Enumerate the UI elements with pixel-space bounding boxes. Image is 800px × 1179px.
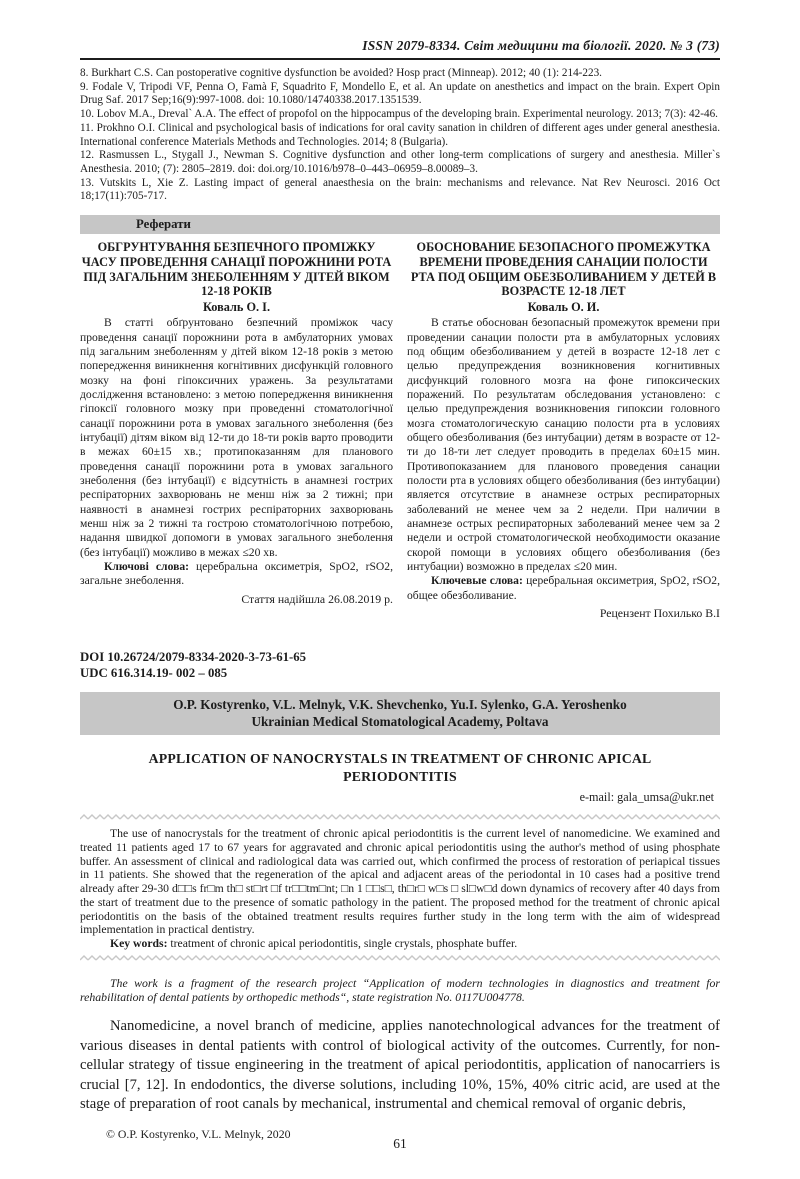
received-date-note: Стаття надійшла 26.08.2019 р.: [241, 591, 393, 606]
abstract-ukrainian: [80, 240, 393, 621]
page-number: 61: [393, 1136, 407, 1151]
abstracts-columns: [80, 240, 720, 621]
abstract-body-ru: В статье обоснован безопасный промежуток времени при проведении санации полости рта в амбулаторных условиях под общим обезболиванием у детей в возрасте 12-18 лет с целью предупреждения возникновения когнитивных дисфункций головного мозга на фоне гипоксических поражений. По результатам обследования установлено: с целью предупреждения возникновения гипоксии головного мозга стоматологическую санацию полости рта в условиях общего обезболивания (без интубации) детям в возрасте от 12-ти до 18-ти лет следует проводить в пределах 60±15 мин. Противопоказанием для планового проведения санации полости рта в условиях общего обезболивания (без интубации) является отсутствие в анамнезе острых респираторных заболеваний не менее чем за 2 недели. При наличии в анамнезе острых респираторных заболеваний менее чем за 2 недели и острой стоматологической необходимости оказание скорой помощи в условиях общего обезболивания (без интубации) возможно в пределах ≤20 мин.: [407, 316, 720, 574]
affiliation-line: Ukrainian Medical Stomatological Academy, Poltava: [251, 714, 549, 730]
keywords-label-ru: Ключевые слова:: [431, 574, 523, 588]
reference-item: 9. Fodale V, Tripodi VF, Penna O, Famà F, Squadrito F, Mondello E, et al. An update on anesthetics and impact on the brain. Expert Opin Drug Saf. 2017 Sep;16(9):997-1008. doi: 10.1080/14740338.2017.1351539.: [80, 80, 720, 107]
article-body-paragraph: Nanomedicine, a novel branch of medicine, applies nanotechnological advances for the treatment of various diseases in dental patients with control of biological activity of the outcomes. Currently, for non-cellular strategy of tissue engineering in the treatment of apical periodontitis, application of nanocarriers is crucial [7, 12]. In endodontics, the diverse solutions, including 10%, 15%, 40% citric acid, are used at the stage of preparation of root canals by mechanical, instrumental and chemical removal of organic debris,: [80, 1018, 720, 1113]
abstract-author-uk: Коваль О. І.: [202, 300, 271, 315]
abstract-body-uk: В статті обґрунтовано безпечний проміжок часу проведення санації порожнини рота в амбулаторних умовах під загальним знеболенням у дітей віком 12-18 років з метою попередження виникнення когнітивних дисфункцій головного мозку на фоні гіпоксичних уражень. За результатами дослідження встановлено: з метою попередження виникнення гіпоксії головного мозку при проведенні стоматологічної санації порожнини рота в умовах загального знеболення (без інтубації) дітям віком від 12-ти до 18-ти років варто проводити в межах 60±15 хв.; протипоказанням для планового проведення санації порожнини рота в умовах загального знеболення (без інтубації) є відсутність в анамнезі гострих респіраторних захворювань не менш ніж за 2 тижні; при наявності в анамнезі гострих респіраторних захворювань менш ніж за 2 тижні та гострою стоматологічною потребою, надання швидкої допомоги в умовах загального знеболення (без інтубації) можливо в межах ≤20 хв.: [80, 316, 393, 559]
reference-item: 13. Vutskits L, Xie Z. Lasting impact of general anaesthesia on the brain: mechanisms and relevance. Nat Rev Neurosci. 2016 Oct 18;17(11):705-717.: [80, 176, 720, 203]
references-list: [80, 67, 720, 204]
journal-page: [80, 0, 720, 1179]
keywords-label-en: Key words:: [110, 937, 168, 951]
research-project-note: The work is a fragment of the research project “Application of modern technologies in diagnostics and treatment for rehabilitation of dental patients by orthopedic methods“, state registration No. 0117U004778.: [80, 975, 720, 1005]
reference-item: 12. Rasmussen L., Stygall J., Newman S. Cognitive dysfunction and other long-term complications of surgery and anesthesia. Miller`s Anesthesia. 2010; (7): 2805–2819. doi: doi.org/10.1016/b978–0–443–06959–8.00089–3.: [80, 149, 720, 175]
article-identifiers: [80, 649, 720, 681]
keywords-label-uk: Ключові слова:: [104, 560, 189, 574]
keywords-text-uk: церебральна оксиметрія, SpO2, rSO2, загальне знеболення.: [80, 560, 393, 588]
abstract-title-ru: ОБОСНОВАНИЕ БЕЗОПАСНОГО ПРОМЕЖУТКА ВРЕМЕНИ ПРОВЕДЕНИЯ САНАЦИИ ПОЛОСТИ РТА ПОД ОБЩИМ ОБЕЗБОЛИВАНИЕМ У ДЕТЕЙ В ВОЗРАСТЕ 12-18 ЛЕТ: [410, 240, 717, 299]
section-header-referaty: [80, 215, 720, 234]
authors-line: O.P. Kostyrenko, V.L. Melnyk, V.K. Shevchenko, Yu.I. Sylenko, G.A. Yeroshenko: [173, 697, 627, 713]
reference-item: 8. Burkhart C.S. Can postoperative cognitive dysfunction be avoided? Hosp pract (Minneap). 2012; 40 (1): 214-223.: [80, 67, 602, 79]
zigzag-divider: [80, 954, 720, 962]
keywords-text-ru: церебральная оксиметрия, SpO2, rSO2, общее обезболивание.: [407, 574, 720, 602]
keywords-text-en: treatment of chronic apical periodontitis, single crystals, phosphate buffer.: [167, 937, 518, 951]
article-title: APPLICATION OF NANOCRYSTALS IN TREATMENT OF CHRONIC APICAL PERIODONTITIS: [148, 751, 652, 784]
english-keywords: [80, 937, 720, 951]
zigzag-divider: [80, 813, 720, 821]
authors-bar: [80, 692, 720, 735]
abstract-keywords-ru: [407, 574, 720, 603]
reference-item: 10. Lobov M.A., Dreval` A.A. The effect of propofol on the hippocampus of the developing brain. Experimental neurology. 2013; 7(3): 42-46.: [80, 108, 718, 121]
section-header-label: Реферати: [136, 217, 191, 232]
copyright-line: © O.P. Kostyrenko, V.L. Melnyk, 2020: [106, 1127, 291, 1141]
contact-email: e-mail: gala_umsa@ukr.net: [579, 790, 714, 805]
abstract-author-ru: Коваль О. И.: [527, 300, 600, 315]
journal-running-head: ISSN 2079-8334. Світ медицини та біології. 2020. № 3 (73): [80, 38, 720, 60]
abstract-title-uk: ОБГРУНТУВАННЯ БЕЗПЕЧНОГО ПРОМІЖКУ ЧАСУ ПРОВЕДЕННЯ САНАЦІЇ ПОРОЖНИНИ РОТА ПІД ЗАГАЛЬНИМ ЗНЕБОЛЕННЯМ У ДІТЕЙ ВІКОМ 12-18 РОКІВ: [81, 240, 392, 299]
reviewer-note: Рецензент Похилько В.І: [599, 606, 720, 621]
doi-line: DOI 10.26724/2079-8334-2020-3-73-61-65: [80, 650, 307, 665]
page-footer: [80, 1127, 720, 1179]
abstract-russian: [407, 240, 720, 621]
abstract-keywords-uk: [80, 560, 393, 589]
udc-line: UDC 616.314.19- 002 – 085: [80, 666, 228, 681]
english-abstract: The use of nanocrystals for the treatment of chronic apical periodontitis is the current level of nanomedicine. We examined and treated 11 patients aged 17 to 67 years for aggravated and chronic apical periodontitis using the author's method of using phosphate buffer. An assessment of clinical and radiological data was carried out, which confirmed the process of restoration of periapical tissues in 11 patients. She showed that the regeneration of the apical and adjacent areas of the periodontal in 10 cases had a positive trend already after 29-30 d□□s fr□m th□ st□rt □f tr□□tm□nt; □n 1 □□s□, th□r□ w□s □ sl□w□d down dynamics of recovery after 40 days from the start of treatment due to the presence of somatic pathology in the patient. The proposed method for the treatment of chronic apical periodontitis on the basis of the obtained treatment results requires further study in the long term with the aim of widespread implementation in practical dentistry.: [80, 827, 720, 937]
reference-item: 11. Prokhno O.I. Clinical and psychological basis of indications for oral cavity sanation in children of different ages under general anesthesia. International conference Materials Methods and Technologies. 2014; 8 (Bulgaria).: [80, 121, 720, 148]
